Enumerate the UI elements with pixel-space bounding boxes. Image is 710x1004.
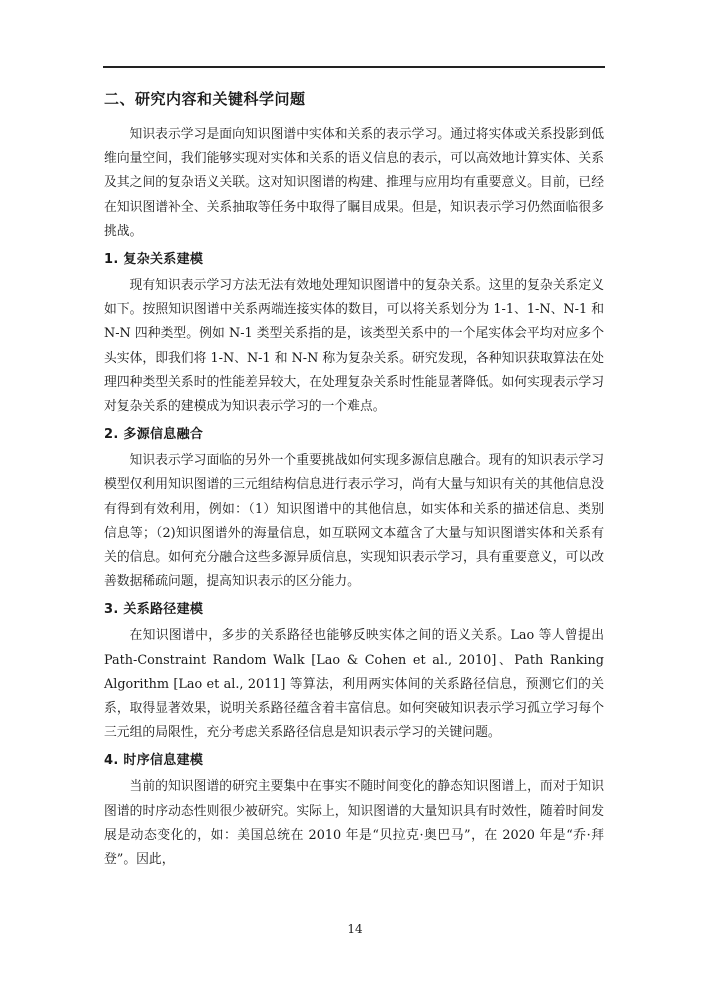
subsection-heading-2: 2. 多源信息融合 (104, 427, 204, 443)
subsection-heading-3: 3. 关系路径建模 (104, 602, 204, 618)
subsection-paragraph-2: 知识表示学习面临的另外一个重要挑战如何实现多源信息融合。现有的知识表示学习模型仅利用知识图谱的三元组结构信息进行表示学习，尚有大量与知识有关的其他信息没有得到有效利用，例如：（1）知识图谱中的其他信息，如实体和关系的描述信息、类别信息等；（2)知识图谱外的海量信息，如互联网文本蕴含了大量与知识图谱实体和关系有关的信息。如何充分融合这些多源异质信息，实现知识表示学习，具有重要意义，可以改善数据稀疏问题，提高知识表示的区分能力。 (104, 453, 604, 590)
page-content (104, 82, 604, 872)
subsection-heading-1: 1. 复杂关系建模 (104, 252, 204, 268)
header-rule (103, 66, 605, 68)
subsection-paragraph-4: 当前的知识图谱的研究主要集中在事实不随时间变化的静态知识图谱上，而对于知识图谱的时序动态性则很少被研究。实际上，知识图谱的大量知识具有时效性，随着时间发展是动态变化的，如：美国总统在 2010 年是“贝拉克·奥巴马”，在 2020 年是“乔·拜登”。因此， (104, 779, 604, 868)
intro-paragraph: 知识表示学习是面向知识图谱中实体和关系的表示学习。通过将实体或关系投影到低维向量空间，我们能够实现对实体和关系的语义信息的表示，可以高效地计算实体、关系及其之间的复杂语义关联。这对知识图谱的构建、推理与应用均有重要意义。目前，已经在知识图谱补全、关系抽取等任务中取得了瞩目成果。但是，知识表示学习仍然面临很多挑战。 (104, 127, 604, 239)
subsection-paragraph-1: 现有知识表示学习方法无法有效地处理知识图谱中的复杂关系。这里的复杂关系定义如下。按照知识图谱中关系两端连接实体的数目，可以将关系划分为 1-1、1-N、N-1 和 N-N 四种类型。例如 N-1 类型关系指的是，该类型关系中的一个尾实体会平均对应多个头实体，即我们将 1-N、N-1 和 N-N 称为复杂关系。研究发现，各种知识获取算法在处理四种类型关系时的性能差异较大，在处理复杂关系时性能显著降低。如何实现表示学习对复杂关系的建模成为知识表示学习的一个难点。 (104, 278, 604, 415)
page-number: 14 (347, 922, 363, 936)
subsection-heading-4: 4. 时序信息建模 (104, 753, 204, 769)
subsection-paragraph-3: 在知识图谱中，多步的关系路径也能够反映实体之间的语义关系。Lao 等人曾提出 Path-Constraint Random Walk [Lao & Cohen et al., 2010]、Path Ranking Algorithm [Lao et al., 2011] 等算法，利用两实体间的关系路径信息，预测它们的关系，取得显著效果，说明关系路径蕴含着丰富信息。如何突破知识表示学习孤立学习每个三元组的局限性，充分考虑关系路径信息是知识表示学习的关键问题。 (104, 628, 604, 741)
section-title: 二、研究内容和关键科学问题 (104, 90, 306, 108)
